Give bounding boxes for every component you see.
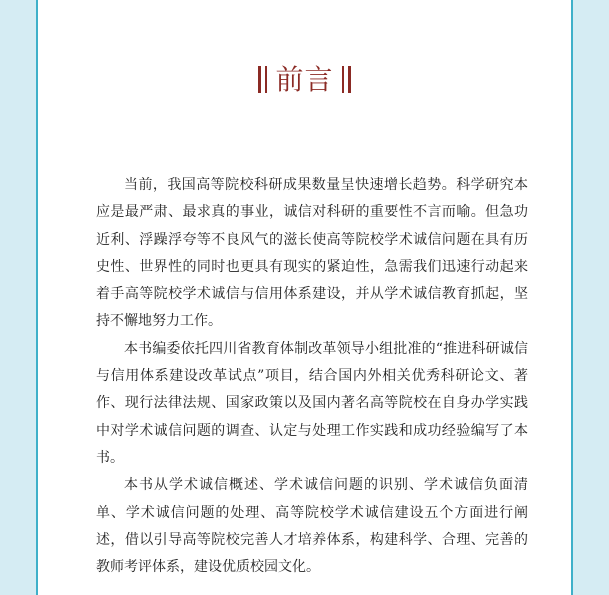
paragraph-2: 本书编委依托四川省教育体制改革领导小组批准的“推进科研诚信与信用体系建设改革试点”项目，结合国内外相关优秀科研论文、著作、现行法律法规、国家政策以及国内著名高等院校在自身办学实践中对学术诚信问题的调查、认定与处理工作实践和成功经验编写了本书。 bbox=[96, 340, 528, 466]
page-title-text: 前言 bbox=[275, 63, 334, 96]
title-right-bars-icon bbox=[342, 63, 351, 96]
body-text bbox=[96, 172, 528, 581]
page-title bbox=[38, 58, 571, 98]
title-left-bars-icon bbox=[258, 63, 267, 96]
paragraph-3: 本书从学术诚信概述、学术诚信问题的识别、学术诚信负面清单、学术诚信问题的处理、高等院校学术诚信建设五个方面进行阐述，借以引导高等院校完善人才培养体系，构建科学、合理、完善的教师考评体系，建设优质校园文化。 bbox=[96, 477, 528, 576]
document-page bbox=[36, 0, 573, 595]
paragraph-1: 当前，我国高等院校科研成果数量呈快速增长趋势。科学研究本应是最严肃、最求真的事业，诚信对科研的重要性不言而喻。但急功近利、浮躁浮夸等不良风气的滋长使高等院校学术诚信问题在具有历史性、世界性的同时也更具有现实的紧迫性，急需我们迅速行动起来着手高等院校学术诚信与信用体系建设，并从学术诚信教育抓起，坚持不懈地努力工作。 bbox=[96, 177, 528, 330]
